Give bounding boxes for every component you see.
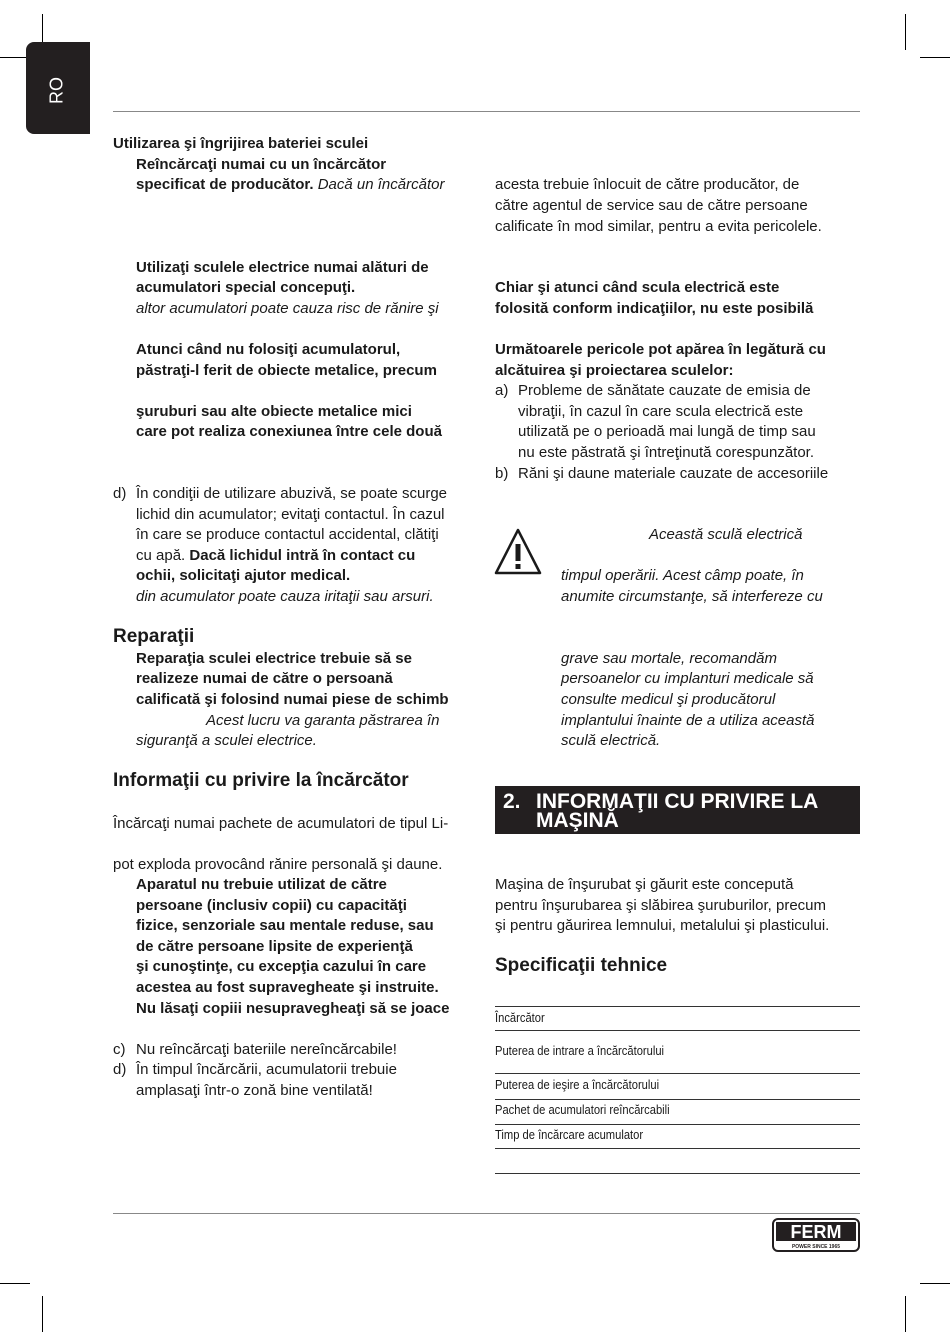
text-line: implantului înainte de a utiliza această [561,712,815,729]
text-line: de către persoane lipsite de experienţă [136,938,413,955]
text-line: siguranţă a sculei electrice. [136,732,317,749]
text-line: Această sculă electrică [649,526,803,543]
table-rule [495,1124,860,1125]
text-line: Acest lucru va garanta păstrarea în [206,712,440,729]
crop-mark [42,1296,43,1332]
footer-rule [113,1213,860,1214]
spec-heading: Specificaţii tehnice [495,955,668,976]
text-line: amplasaţi într-o zonă bine ventilată! [136,1082,373,1099]
text-plain: cu apă. [136,547,186,564]
text-line: Răni şi daune materiale cauzate de accesoriile [518,465,829,482]
text-line: Aparatul nu trebuie utilizat de către [136,876,387,893]
table-row-label: Încărcător [495,1010,545,1025]
text-line: fizice, senzoriale sau mentale reduse, sau [136,917,434,934]
text-line: ochii, solicitaţi ajutor medical. [136,567,351,584]
text-line: acestea au fost supravegheate şi instruite. [136,979,439,996]
text-line: calificată şi folosind numai piese de schimb [136,691,449,708]
text-line: Nu reîncărcaţi bateriile nereîncărcabile! [136,1041,397,1058]
crop-mark [920,1283,950,1284]
text-line: pot exploda provocând rănire personală şi daune. [113,856,443,873]
text-line: acesta trebuie înlocuit de către producător, de [495,176,800,193]
text-line: alcătuirea şi proiectarea sculelor: [495,362,734,379]
language-tab [26,42,90,134]
text-line: Utilizaţi sculele electrice numai alături de [136,259,429,276]
table-rule [495,1148,860,1149]
table-row-label: Timp de încărcare acumulator [495,1127,644,1142]
section-title: INFORMAŢII CU PRIVIRE LA [536,790,819,813]
text-line: altor acumulatori poate cauza risc de rănire şi [136,300,439,317]
text-line: Nu lăsaţi copiii nesupravegheaţi să se joace [136,1000,450,1017]
text-line: grave sau mortale, recomandăm [561,650,777,667]
text-line: timpul operării. Acest câmp poate, în [561,567,804,584]
text-line: şuruburi sau alte obiecte metalice mici [136,403,412,420]
language-tab-label: RO [46,77,67,104]
text-line: Atunci când nu folosiţi acumulatorul, [136,341,401,358]
section-title-continued: MAŞINĂ [536,809,619,832]
table-row-label: Puterea de intrare a încărcătorului [495,1043,665,1058]
list-marker: a) [495,382,509,399]
text-line: persoane (inclusiv copii) cu capacităţi [136,897,407,914]
text-line: care pot realiza conexiunea între cele două [136,423,442,440]
text-line: nu este păstrată şi întreţinută corespunzător. [518,444,815,461]
ferm-logo [772,1218,860,1252]
repair-heading: Reparaţii [113,626,195,647]
battery-heading: Utilizarea şi îngrijirea bateriei sculei [113,135,369,152]
crop-mark [905,1296,906,1332]
text-line: Reîncărcaţi numai cu un încărcător [136,156,387,173]
text-line: În condiţii de utilizare abuzivă, se poate scurge [136,485,448,502]
text-line: sculă electrică. [561,732,661,749]
text-line: Încărcaţi numai pachete de acumulatori de tipul Li- [113,815,449,832]
text-line: Următoarele pericole pot apărea în legătură cu [495,341,826,358]
text-line: Reparaţia sculei electrice trebuie să se [136,650,412,667]
table-rule [495,1099,860,1100]
logo-brand: FERM [790,1222,842,1242]
text-line: vibraţii, în cazul în care scula electrică este [518,403,804,420]
text-line: consulte medicul şi producătorul [561,691,776,708]
header-rule [113,111,860,112]
text-line: şi pentru găurirea lemnului, metalului şi plasticului. [495,917,830,934]
text-line: utilizată pe o perioadă mai lungă de timp sau [518,423,816,440]
list-marker: b) [495,465,509,482]
section-header-bar [495,786,860,834]
text-line: către agentul de service sau de către persoane [495,197,808,214]
text-italic: Dacă un încărcător [317,176,445,193]
list-marker: d) [113,485,127,502]
text-bold: Dacă lichidul intră în contact cu [189,547,416,564]
table-rule [495,1073,860,1074]
list-marker: d) [113,1061,127,1078]
table-rule [495,1173,860,1174]
text-line: lichid din acumulator; evitaţi contactul. În cazul [136,506,445,523]
text-line: persoanelor cu implanturi medicale să [561,670,814,687]
table-row-label: Puterea de ieşire a încărcătorului [495,1077,660,1092]
text-line: acumulatori special concepuţi. [136,279,356,296]
text-line: folosită conform indicaţiilor, nu este posibilă [495,300,814,317]
text-line: din acumulator poate cauza iritaţii sau arsuri. [136,588,434,605]
text-line [136,546,415,567]
text-bold: specificat de producător. [136,176,314,193]
text-line: Maşina de înşurubat şi găurit este concepută [495,876,794,893]
table-rule [495,1006,860,1007]
table-rule [495,1030,860,1031]
text-line: realizeze numai de către o persoană [136,670,393,687]
text-line: În timpul încărcării, acumulatorii trebuie [136,1061,397,1078]
text-line [136,175,444,196]
crop-mark [905,14,906,50]
text-line: calificate în mod similar, pentru a evita pericolele. [495,218,822,235]
list-marker: c) [113,1041,126,1058]
text-line: Probleme de sănătate cauzate de emisia de [518,382,811,399]
text-line: pentru înşurubarea şi slăbirea şuruburilor, precum [495,897,827,914]
table-row-label: Pachet de acumulatori reîncărcabili [495,1102,670,1117]
text-line: Chiar şi atunci când scula electrică este [495,279,780,296]
warning-icon [494,527,542,577]
crop-mark [0,1283,30,1284]
charger-heading: Informaţii cu privire la încărcător [113,770,409,791]
text-line: anumite circumstanţe, să interfereze cu [561,588,823,605]
text-line: în care se produce contactul accidental, clătiţi [136,526,439,543]
text-line: şi cunoştinţe, cu excepţia cazului în care [136,958,427,975]
logo-tagline: POWER SINCE 1965 [791,1244,841,1250]
section-number: 2. [503,790,521,813]
text-line: păstraţi-l ferit de obiecte metalice, precum [136,362,437,379]
crop-mark [920,57,950,58]
